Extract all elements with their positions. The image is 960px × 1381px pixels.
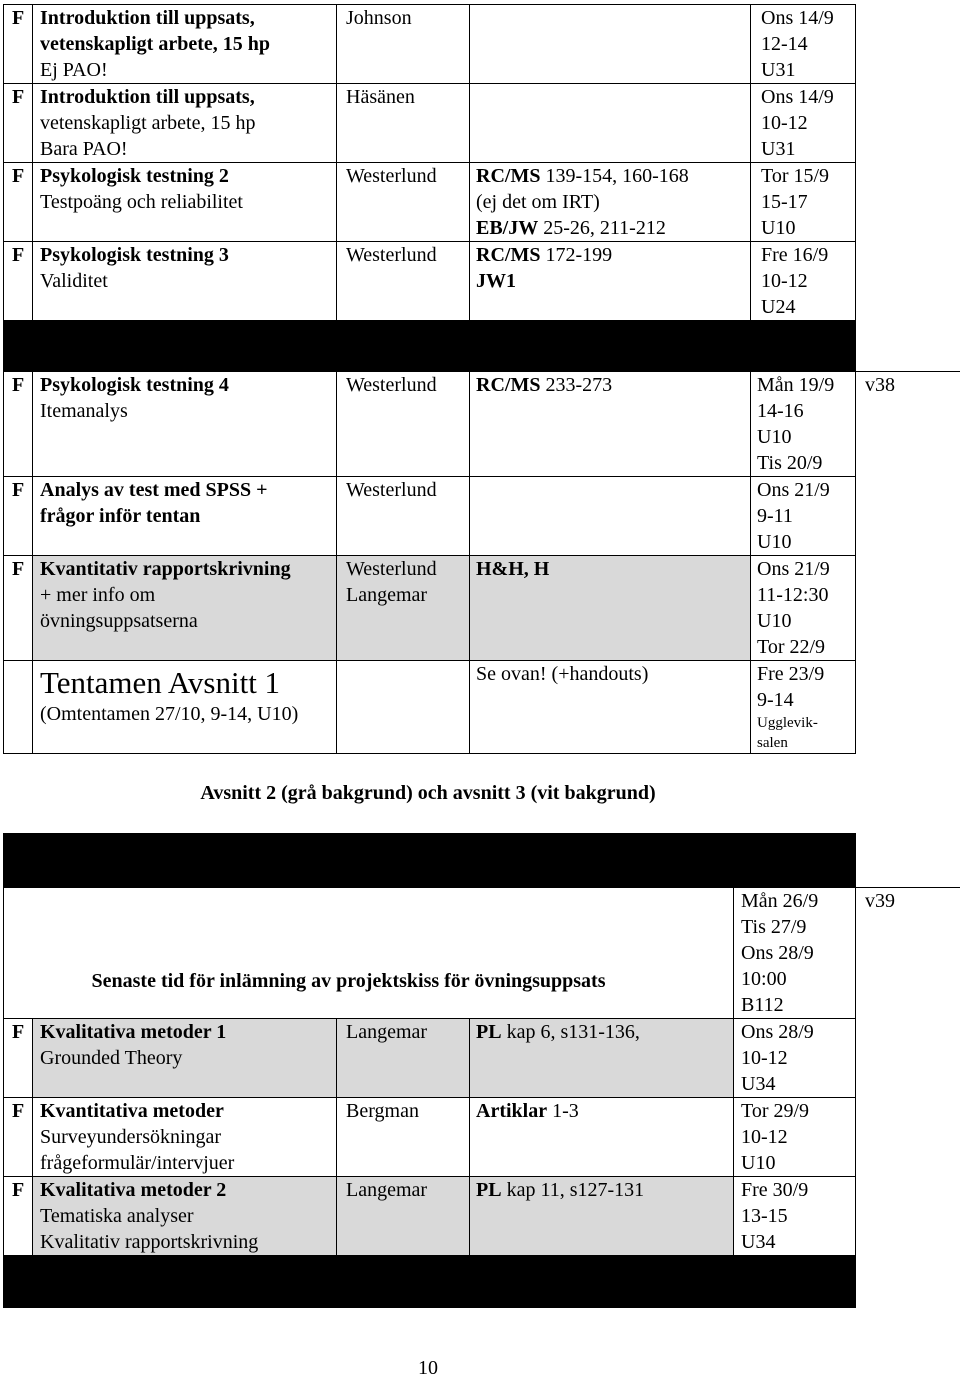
date-line: Tor 15/9 bbox=[761, 163, 855, 189]
date-line: U31 bbox=[761, 136, 855, 162]
date-cell bbox=[751, 556, 856, 661]
section-heading: Avsnitt 2 (grå bakgrund) och avsnitt 3 (vit bakgrund) bbox=[0, 780, 856, 806]
date-line: 10-12 bbox=[741, 1045, 855, 1071]
title-line: frågeformulär/intervjuer bbox=[40, 1150, 336, 1176]
row-type bbox=[4, 661, 33, 754]
teacher-name: Westerlund bbox=[346, 242, 469, 268]
lit-line: Se ovan! (+handouts) bbox=[476, 661, 750, 687]
teacher bbox=[337, 1019, 470, 1098]
teacher-name: Bergman bbox=[346, 1098, 469, 1124]
date-line: Tor 22/9 bbox=[757, 634, 855, 660]
date-line: U10 bbox=[757, 529, 855, 555]
lit-line: RC/MS 233-273 bbox=[476, 372, 750, 398]
date-line: Fre 16/9 bbox=[761, 242, 855, 268]
title-line: Introduktion till uppsats, bbox=[40, 5, 336, 31]
course-title bbox=[33, 477, 337, 556]
deadline-cell bbox=[4, 888, 734, 1019]
title-line: Kvalitativ rapportskrivning bbox=[40, 1229, 336, 1255]
title-line: Kvantitativ rapportskrivning bbox=[40, 556, 336, 582]
literature bbox=[470, 1177, 734, 1256]
title-line: Itemanalys bbox=[40, 398, 336, 424]
course-title bbox=[33, 163, 337, 242]
title-line: frågor inför tentan bbox=[40, 503, 336, 529]
table-row bbox=[4, 556, 960, 661]
title-line: + mer info om bbox=[40, 582, 336, 608]
course-title bbox=[33, 661, 337, 754]
date-line: Fre 30/9 bbox=[741, 1177, 855, 1203]
course-title bbox=[33, 372, 337, 477]
literature bbox=[470, 556, 751, 661]
black-separator-row bbox=[4, 1256, 960, 1308]
date-line: Tor 29/9 bbox=[741, 1098, 855, 1124]
date-line: 14-16 bbox=[757, 398, 855, 424]
date-line: 10-12 bbox=[761, 268, 855, 294]
date-line: Ons 14/9 bbox=[761, 84, 855, 110]
title-line: vetenskapligt arbete, 15 hp bbox=[40, 110, 336, 136]
date-cell bbox=[734, 888, 856, 1019]
date-line: U31 bbox=[761, 57, 855, 83]
lit-line: H&H, H bbox=[476, 556, 750, 582]
lit-line bbox=[476, 1177, 733, 1203]
teacher bbox=[337, 1098, 470, 1177]
table-row bbox=[4, 888, 960, 1019]
date-line: B112 bbox=[741, 992, 855, 1018]
literature bbox=[470, 84, 751, 163]
schedule-table-1 bbox=[3, 4, 856, 349]
date-cell bbox=[751, 477, 856, 556]
exam-subtitle: (Omtentamen 27/10, 9-14, U10) bbox=[40, 701, 336, 727]
course-title bbox=[33, 242, 337, 321]
deadline-text: Senaste tid för inlämning av projektskiss för övningsuppsats bbox=[4, 888, 733, 994]
date-line: 9-11 bbox=[757, 503, 855, 529]
literature bbox=[470, 477, 751, 556]
table-row bbox=[4, 477, 960, 556]
title-line: övningsuppsatserna bbox=[40, 608, 336, 634]
date-cell bbox=[751, 163, 856, 242]
lit-rest: 1-3 bbox=[547, 1100, 579, 1122]
date-cell bbox=[734, 1098, 856, 1177]
title-line: Psykologisk testning 4 bbox=[40, 372, 336, 398]
date-line: U10 bbox=[761, 215, 855, 241]
date-line: Mån 26/9 bbox=[741, 888, 855, 914]
teacher bbox=[337, 477, 470, 556]
lit-line bbox=[476, 1098, 733, 1124]
row-type: F bbox=[4, 5, 33, 84]
date-line: 15-17 bbox=[761, 189, 855, 215]
teacher bbox=[337, 372, 470, 477]
title-line: Validitet bbox=[40, 268, 336, 294]
date-line-small: Ugglevik- bbox=[757, 713, 855, 733]
course-title bbox=[33, 556, 337, 661]
lit-rest: kap 6, s131-136, bbox=[502, 1021, 640, 1043]
literature bbox=[470, 163, 751, 242]
date-line: Ons 28/9 bbox=[741, 940, 855, 966]
date-line: 12-14 bbox=[761, 31, 855, 57]
row-type: F bbox=[4, 1098, 33, 1177]
title-line: Psykologisk testning 3 bbox=[40, 242, 336, 268]
row-type: F bbox=[4, 242, 33, 321]
course-title bbox=[33, 5, 337, 84]
title-line: Grounded Theory bbox=[40, 1045, 336, 1071]
lit-line: RC/MS 172-199 bbox=[476, 242, 750, 268]
lit-line: EB/JW 25-26, 211-212 bbox=[476, 215, 750, 241]
literature bbox=[470, 1019, 734, 1098]
lit-bold: PL bbox=[476, 1021, 502, 1043]
teacher-name: Häsänen bbox=[346, 84, 469, 110]
title-line: Kvalitativa metoder 2 bbox=[40, 1177, 336, 1203]
teacher bbox=[337, 661, 470, 754]
schedule-table-3 bbox=[3, 833, 960, 1308]
lit-bold: PL bbox=[476, 1179, 502, 1201]
date-line: 10-12 bbox=[741, 1124, 855, 1150]
title-line: Surveyundersökningar bbox=[40, 1124, 336, 1150]
title-line: Kvantitativa metoder bbox=[40, 1098, 336, 1124]
table-row bbox=[4, 661, 960, 754]
week-label: v38 bbox=[856, 372, 960, 477]
title-line: Introduktion till uppsats, bbox=[40, 84, 336, 110]
teacher-name: Westerlund bbox=[346, 163, 469, 189]
date-cell bbox=[734, 1019, 856, 1098]
table-row bbox=[4, 163, 856, 242]
date-line: 10:00 bbox=[741, 966, 855, 992]
teacher-name: Langemar bbox=[346, 1019, 469, 1045]
row-type: F bbox=[4, 477, 33, 556]
lit-rest: kap 11, s127-131 bbox=[502, 1179, 645, 1201]
table-row bbox=[4, 242, 856, 321]
exam-title: Tentamen Avsnitt 1 bbox=[40, 661, 336, 701]
title-line: Ej PAO! bbox=[40, 57, 336, 83]
date-line: 10-12 bbox=[761, 110, 855, 136]
teacher-name: Langemar bbox=[346, 1177, 469, 1203]
title-line: Bara PAO! bbox=[40, 136, 336, 162]
black-separator-row bbox=[4, 862, 960, 888]
literature bbox=[470, 1098, 734, 1177]
course-title bbox=[33, 1098, 337, 1177]
date-line: Ons 21/9 bbox=[757, 556, 855, 582]
date-line: U10 bbox=[757, 424, 855, 450]
date-cell bbox=[751, 84, 856, 163]
teacher bbox=[337, 242, 470, 321]
date-line-small: salen bbox=[757, 733, 855, 753]
table-row bbox=[4, 1177, 960, 1256]
row-type: F bbox=[4, 1177, 33, 1256]
date-line: Ons 28/9 bbox=[741, 1019, 855, 1045]
date-line: U34 bbox=[741, 1229, 855, 1255]
title-line: vetenskapligt arbete, 15 hp bbox=[40, 31, 336, 57]
course-title bbox=[33, 1177, 337, 1256]
date-line: U10 bbox=[741, 1150, 855, 1176]
literature bbox=[470, 661, 751, 754]
table-row bbox=[4, 84, 856, 163]
course-title bbox=[33, 1019, 337, 1098]
teacher-name: Westerlund bbox=[346, 556, 469, 582]
date-line: U34 bbox=[741, 1071, 855, 1097]
row-type: F bbox=[4, 556, 33, 661]
date-line: U24 bbox=[761, 294, 855, 320]
table-row bbox=[4, 1019, 960, 1098]
teacher-name: Langemar bbox=[346, 582, 469, 608]
teacher-name: Johnson bbox=[346, 5, 469, 31]
date-line: U10 bbox=[757, 608, 855, 634]
date-line: 11-12:30 bbox=[757, 582, 855, 608]
row-type: F bbox=[4, 84, 33, 163]
black-separator-row bbox=[4, 344, 960, 372]
row-type: F bbox=[4, 1019, 33, 1098]
teacher bbox=[337, 556, 470, 661]
lit-line: JW1 bbox=[476, 268, 750, 294]
date-line: Tis 27/9 bbox=[741, 914, 855, 940]
title-line: Psykologisk testning 2 bbox=[40, 163, 336, 189]
title-line: Tematiska analyser bbox=[40, 1203, 336, 1229]
teacher bbox=[337, 84, 470, 163]
table-row bbox=[4, 5, 856, 84]
date-cell bbox=[734, 1177, 856, 1256]
date-line: 13-15 bbox=[741, 1203, 855, 1229]
date-line: Ons 14/9 bbox=[761, 5, 855, 31]
week-label: v39 bbox=[856, 888, 960, 1019]
date-line: Mån 19/9 bbox=[757, 372, 855, 398]
date-line: 9-14 bbox=[757, 687, 855, 713]
table-row bbox=[4, 1098, 960, 1177]
date-cell bbox=[751, 5, 856, 84]
title-line: Kvalitativa metoder 1 bbox=[40, 1019, 336, 1045]
title-line: Analys av test med SPSS + bbox=[40, 477, 336, 503]
literature bbox=[470, 242, 751, 321]
schedule-table-2 bbox=[3, 343, 960, 754]
date-cell bbox=[751, 661, 856, 754]
date-cell bbox=[751, 242, 856, 321]
date-line: Tis 20/9 bbox=[757, 450, 855, 476]
row-type: F bbox=[4, 163, 33, 242]
row-type: F bbox=[4, 372, 33, 477]
date-line: Ons 21/9 bbox=[757, 477, 855, 503]
course-title bbox=[33, 84, 337, 163]
teacher bbox=[337, 163, 470, 242]
page-number: 10 bbox=[0, 1355, 856, 1381]
title-line: Testpoäng och reliabilitet bbox=[40, 189, 336, 215]
teacher bbox=[337, 5, 470, 84]
lit-line bbox=[476, 1019, 733, 1045]
table-row bbox=[4, 372, 960, 477]
literature bbox=[470, 5, 751, 84]
date-line: Fre 23/9 bbox=[757, 661, 855, 687]
lit-line: (ej det om IRT) bbox=[476, 189, 750, 215]
teacher-name: Westerlund bbox=[346, 477, 469, 503]
teacher bbox=[337, 1177, 470, 1256]
date-cell bbox=[751, 372, 856, 477]
teacher-name: Westerlund bbox=[346, 372, 469, 398]
black-separator-row bbox=[4, 834, 960, 862]
literature bbox=[470, 372, 751, 477]
lit-bold: Artiklar bbox=[476, 1100, 547, 1122]
lit-line: RC/MS 139-154, 160-168 bbox=[476, 163, 750, 189]
